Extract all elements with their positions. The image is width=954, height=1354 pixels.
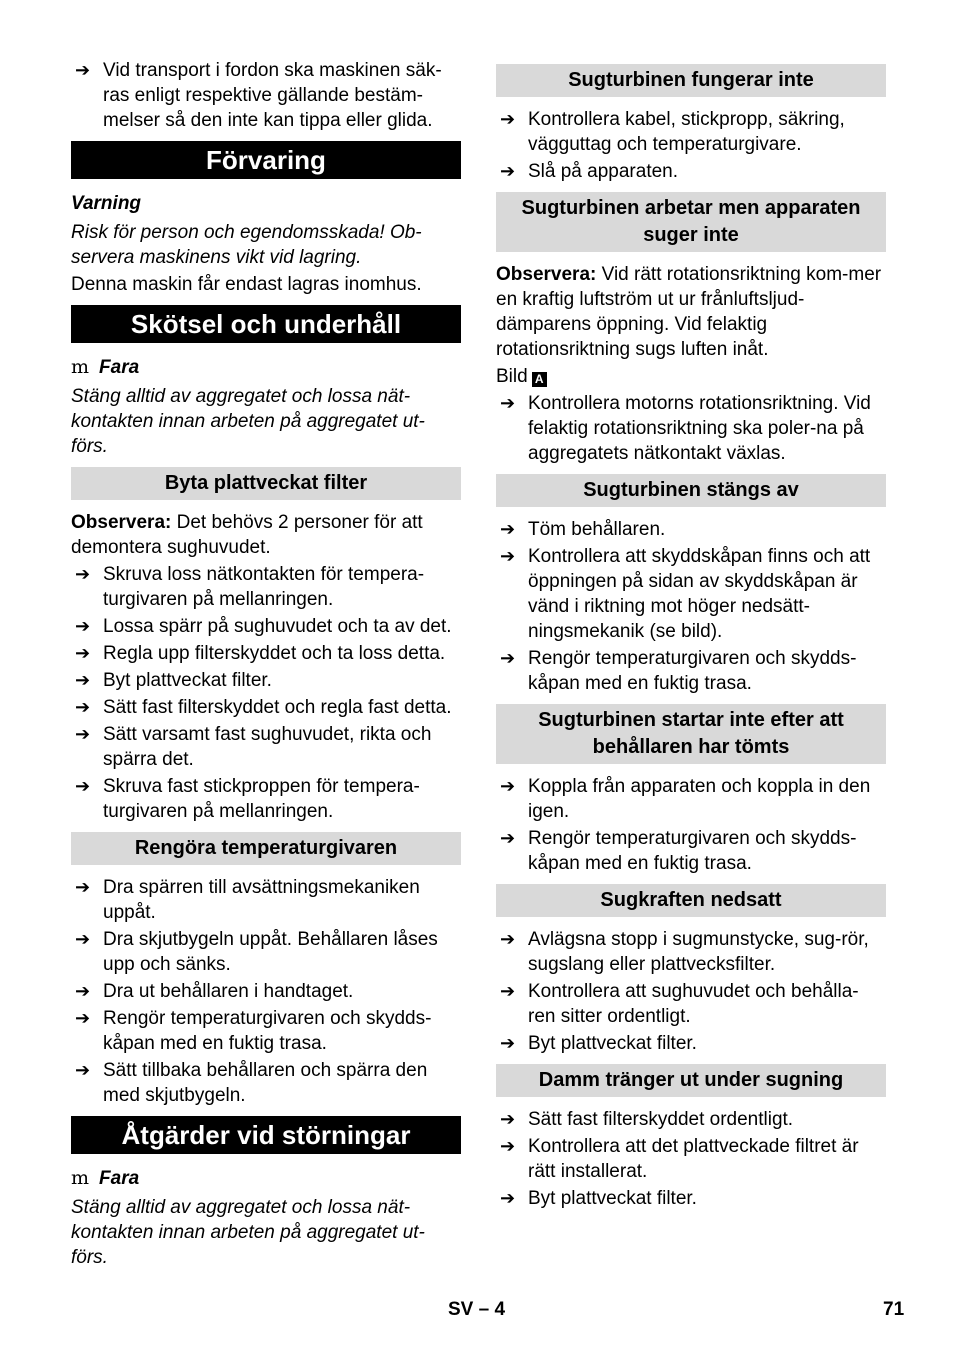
page-number: 71 (883, 1299, 905, 1320)
arrow-right-icon: ➔ (500, 109, 516, 129)
arrow-right-icon: ➔ (500, 1109, 516, 1129)
list-item: ➔ Vid transport i fordon ska maskinen säk-ras enligt respektive gällande bestäm-melser så den inte kan tippa eller glida. (75, 60, 442, 131)
list-item: ➔ Skruva loss nätkontakten för tempera-turgivaren på mellanringen. (75, 564, 425, 610)
arrow-right-icon: ➔ (75, 929, 91, 949)
arrow-right-icon: ➔ (75, 981, 91, 1001)
subheading-filter: Byta plattveckat filter (71, 467, 461, 500)
section-heading-care: Skötsel och underhåll (71, 305, 461, 343)
danger-icon: m (71, 1167, 90, 1189)
s4-steps (496, 774, 886, 876)
arrow-right-icon: ➔ (75, 60, 91, 80)
arrow-right-icon: ➔ (75, 1008, 91, 1028)
s1-steps (496, 107, 886, 184)
list-item: ➔ Dra spärren till avsättningsmekaniken uppåt. (75, 877, 420, 923)
list-item: ➔ Regla upp filterskyddet och ta loss detta. (75, 643, 446, 664)
list-item: ➔ Töm behållaren. (500, 519, 666, 540)
footer-section-code: SV – 4 (448, 1299, 506, 1320)
warning-text: Risk för person och egendomsskada! Ob-servera maskinens vikt vid lagring. (71, 222, 422, 268)
list-item: ➔ Sätt tillbaka behållaren och spärra den med skjutbygeln. (75, 1060, 428, 1106)
arrow-right-icon: ➔ (500, 1136, 516, 1156)
arrow-right-icon: ➔ (500, 393, 516, 413)
figure-reference: Bild A (496, 364, 886, 389)
arrow-right-icon: ➔ (500, 776, 516, 796)
arrow-right-icon: ➔ (500, 1188, 516, 1208)
arrow-right-icon: ➔ (75, 724, 91, 744)
section-heading-storage: Förvaring (71, 141, 461, 179)
list-item: ➔ Sätt fast filterskyddet och regla fast detta. (75, 697, 452, 718)
list-item: ➔ Kontrollera att skyddskåpan finns och att öppningen på sidan av skyddskåpan är vänd i riktning mot höger nedsätt-ningsmekanik (se bild). (500, 546, 871, 642)
arrow-right-icon: ➔ (500, 648, 516, 668)
arrow-right-icon: ➔ (500, 929, 516, 949)
subheading-dust-escapes: Damm tränger ut under sugning (496, 1064, 886, 1097)
list-item: ➔ Koppla från apparaten och koppla in den igen. (500, 776, 871, 822)
danger-label: m Fara (71, 1167, 140, 1189)
list-item: ➔ Skruva fast stickproppen för tempera-turgivaren på mellanringen. (75, 776, 420, 822)
list-item: ➔ Slå på apparaten. (500, 161, 679, 182)
list-item: ➔ Byt plattveckat filter. (500, 1033, 697, 1054)
warning-label: Varning (71, 193, 142, 214)
s3-steps (496, 517, 886, 696)
arrow-right-icon: ➔ (75, 643, 91, 663)
danger-text: Stäng alltid av aggregatet och lossa nät-kontakten innan arbeten på aggregatet ut-förs. (71, 1197, 425, 1268)
sensor-steps (71, 875, 461, 1108)
list-item: ➔ Byt plattveckat filter. (75, 670, 272, 691)
arrow-right-icon: ➔ (75, 670, 91, 690)
arrow-right-icon: ➔ (75, 776, 91, 796)
arrow-right-icon: ➔ (75, 697, 91, 717)
note: Observera: Vid rätt rotationsriktning kom-mer en kraftig luftström ut ur frånluftsljud-dämparens öppning. Vid felaktig rotationsriktning sugs luften inåt. (496, 264, 882, 360)
arrow-right-icon: ➔ (75, 877, 91, 897)
left-column (71, 58, 461, 1272)
danger-text: Stäng alltid av aggregatet och lossa nät-kontakten innan arbeten på aggregatet ut-förs. (71, 386, 425, 457)
list-item: ➔ Byt plattveckat filter. (500, 1188, 697, 1209)
list-item: ➔ Sätt fast filterskyddet ordentligt. (500, 1109, 794, 1130)
subheading-turbine-not-working: Sugturbinen fungerar inte (496, 64, 886, 97)
danger-icon: m (71, 356, 90, 378)
danger-label: m Fara (71, 356, 140, 378)
arrow-right-icon: ➔ (500, 981, 516, 1001)
list-item: ➔ Avlägsna stopp i sugmunstycke, sug-rör, sugslang eller plattvecksfilter. (500, 929, 869, 975)
list-item: ➔ Kontrollera kabel, stickpropp, säkring, vägguttag och temperaturgivare. (500, 109, 845, 155)
list-item: ➔ Kontrollera motorns rotationsriktning. Vid felaktig rotationsriktning ska poler-na på aggregatets nätkontakt växlas. (500, 393, 871, 464)
list-item: ➔ Dra skjutbygeln uppåt. Behållaren låses upp och sänks. (75, 929, 438, 975)
subheading-turbine-no-suction: Sugturbinen arbetar men apparaten suger inte (496, 192, 886, 252)
list-item: ➔ Rengör temperaturgivaren och skydds-kåpan med en fuktig trasa. (500, 648, 857, 694)
arrow-right-icon: ➔ (500, 1033, 516, 1053)
subheading-turbine-shuts-off: Sugturbinen stängs av (496, 474, 886, 507)
s6-steps (496, 1107, 886, 1211)
arrow-right-icon: ➔ (500, 519, 516, 539)
s2-steps (496, 391, 886, 466)
arrow-right-icon: ➔ (75, 616, 91, 636)
list-item: ➔ Rengör temperaturgivaren och skydds-kåpan med en fuktig trasa. (75, 1008, 432, 1054)
note: Observera: Det behövs 2 personer för att demontera sughuvudet. (71, 512, 423, 558)
arrow-right-icon: ➔ (500, 546, 516, 566)
figure-a-icon: A (532, 372, 547, 387)
list-item: ➔ Sätt varsamt fast sughuvudet, rikta och spärra det. (75, 724, 432, 770)
storage-text: Denna maskin får endast lagras inomhus. (71, 274, 422, 295)
arrow-right-icon: ➔ (75, 564, 91, 584)
list-item: ➔ Kontrollera att sughuvudet och behålla-ren sitter ordentligt. (500, 981, 859, 1027)
subheading-turbine-no-start: Sugturbinen startar inte efter att behållaren har tömts (496, 704, 886, 764)
list-item: ➔ Rengör temperaturgivaren och skydds-kåpan med en fuktig trasa. (500, 828, 857, 874)
arrow-right-icon: ➔ (75, 1060, 91, 1080)
filter-steps (71, 562, 461, 824)
list-item: ➔ Kontrollera att det plattveckade filtret är rätt installerat. (500, 1136, 859, 1182)
arrow-right-icon: ➔ (500, 828, 516, 848)
s5-steps (496, 927, 886, 1056)
list-item: ➔ Dra ut behållaren i handtaget. (75, 981, 354, 1002)
arrow-right-icon: ➔ (500, 161, 516, 181)
subheading-sensor: Rengöra temperaturgivaren (71, 832, 461, 865)
right-column (496, 58, 886, 1213)
section-heading-faults: Åtgärder vid störningar (71, 1116, 461, 1154)
subheading-suction-reduced: Sugkraften nedsatt (496, 884, 886, 917)
list-item: ➔ Lossa spärr på sughuvudet och ta av det. (75, 616, 452, 637)
